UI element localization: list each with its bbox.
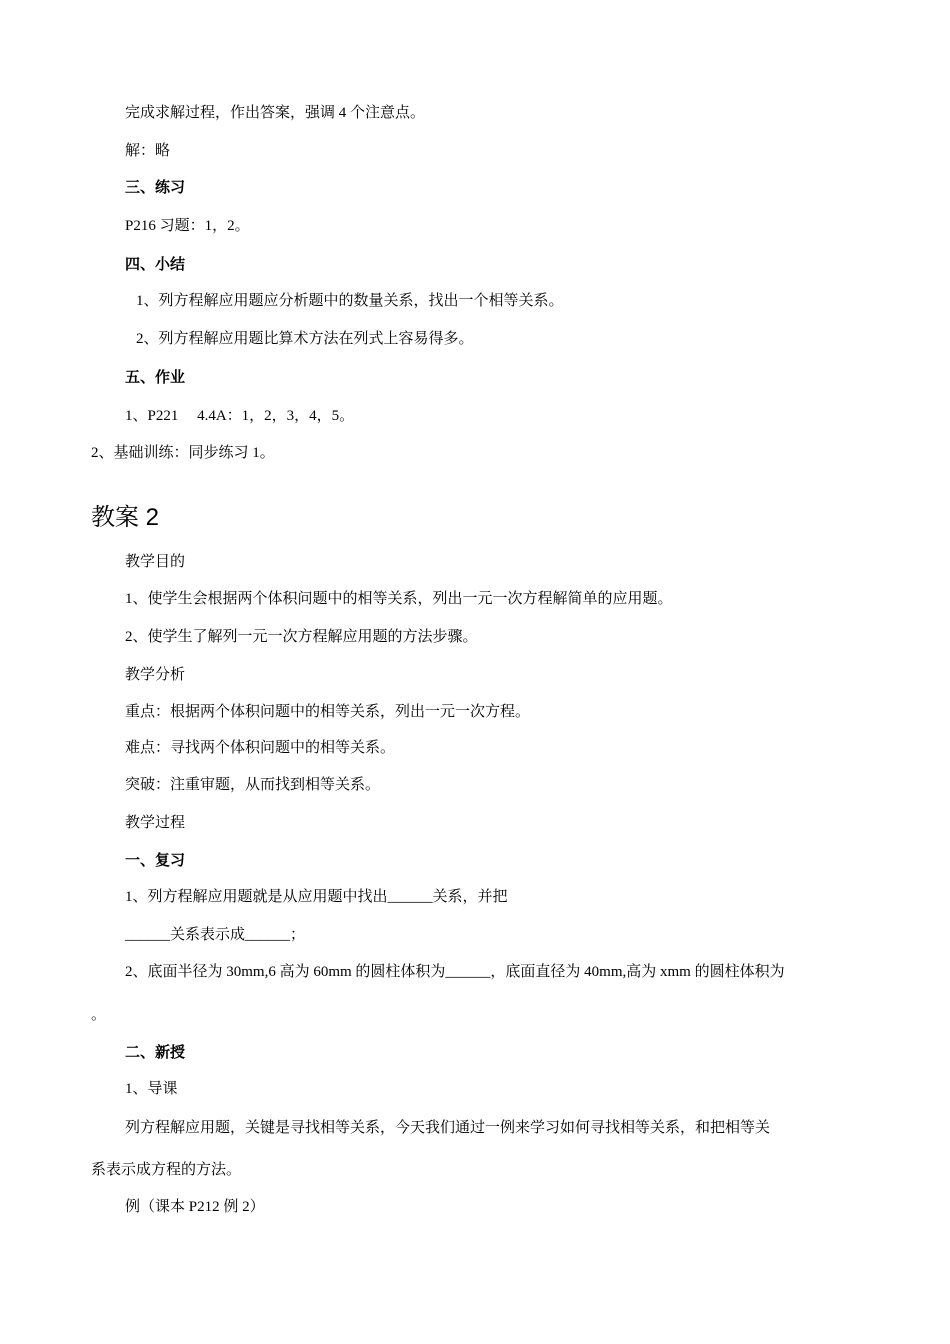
intro-heading: 1、导课 bbox=[125, 1081, 178, 1097]
breakthrough-text: 突破：注重审题，从而找到相等关系。 bbox=[125, 777, 381, 793]
example-reference: 例（课本 P212 例 2） bbox=[125, 1199, 265, 1215]
summary-item-2: 2、列方程解应用题比算术方法在列式上容易得多。 bbox=[136, 331, 474, 347]
summary-heading: 四、小结 bbox=[125, 256, 186, 273]
intro-paragraph-line-2: 系表示成方程的方法。 bbox=[91, 1162, 242, 1178]
homework-item-2: 2、基础训练：同步练习 1。 bbox=[91, 445, 275, 461]
new-lesson-heading: 二、新授 bbox=[125, 1044, 186, 1061]
practice-heading: 三、练习 bbox=[125, 179, 186, 196]
goal-item-2: 2、使学生了解列一元一次方程解应用题的方法步骤。 bbox=[125, 629, 478, 645]
homework-heading: 五、作业 bbox=[125, 369, 186, 386]
process-heading: 教学过程 bbox=[125, 814, 186, 831]
solution-omitted-text: 解：略 bbox=[125, 143, 171, 159]
review-item-1-line-2: ______关系表示成______； bbox=[125, 927, 306, 943]
lesson-title: 教案 2 bbox=[91, 504, 160, 531]
review-item-2-line-1: 2、底面半径为 30mm,6 高为 60mm 的圆柱体积为______，底面直径为 40mm,高为 xmm 的圆柱体积为 bbox=[125, 964, 785, 980]
review-item-1-line-1: 1、列方程解应用题就是从应用题中找出______关系，并把 bbox=[125, 889, 508, 905]
homework-item-1: 1、P221 4.4A：1，2，3，4，5。 bbox=[125, 408, 355, 424]
summary-item-1: 1、列方程解应用题应分析题中的数量关系，找出一个相等关系。 bbox=[136, 293, 564, 309]
goal-item-1: 1、使学生会根据两个体积问题中的相等关系，列出一元一次方程解简单的应用题。 bbox=[125, 591, 673, 607]
practice-exercises-text: P216 习题：1，2。 bbox=[125, 218, 250, 234]
review-heading: 一、复习 bbox=[125, 852, 186, 869]
analysis-heading: 教学分析 bbox=[125, 666, 186, 683]
goals-heading: 教学目的 bbox=[125, 553, 186, 570]
solution-process-text: 完成求解过程，作出答案，强调 4 个注意点。 bbox=[125, 105, 426, 121]
intro-paragraph-line-1: 列方程解应用题，关键是寻找相等关系，今天我们通过一例来学习如何寻找相等关系，和把相等关 bbox=[125, 1120, 771, 1136]
review-item-2-line-2: 。 bbox=[91, 1007, 107, 1023]
difficulty-text: 难点：寻找两个体积问题中的相等关系。 bbox=[125, 740, 396, 756]
key-point-text: 重点：根据两个体积问题中的相等关系，列出一元一次方程。 bbox=[125, 704, 531, 720]
